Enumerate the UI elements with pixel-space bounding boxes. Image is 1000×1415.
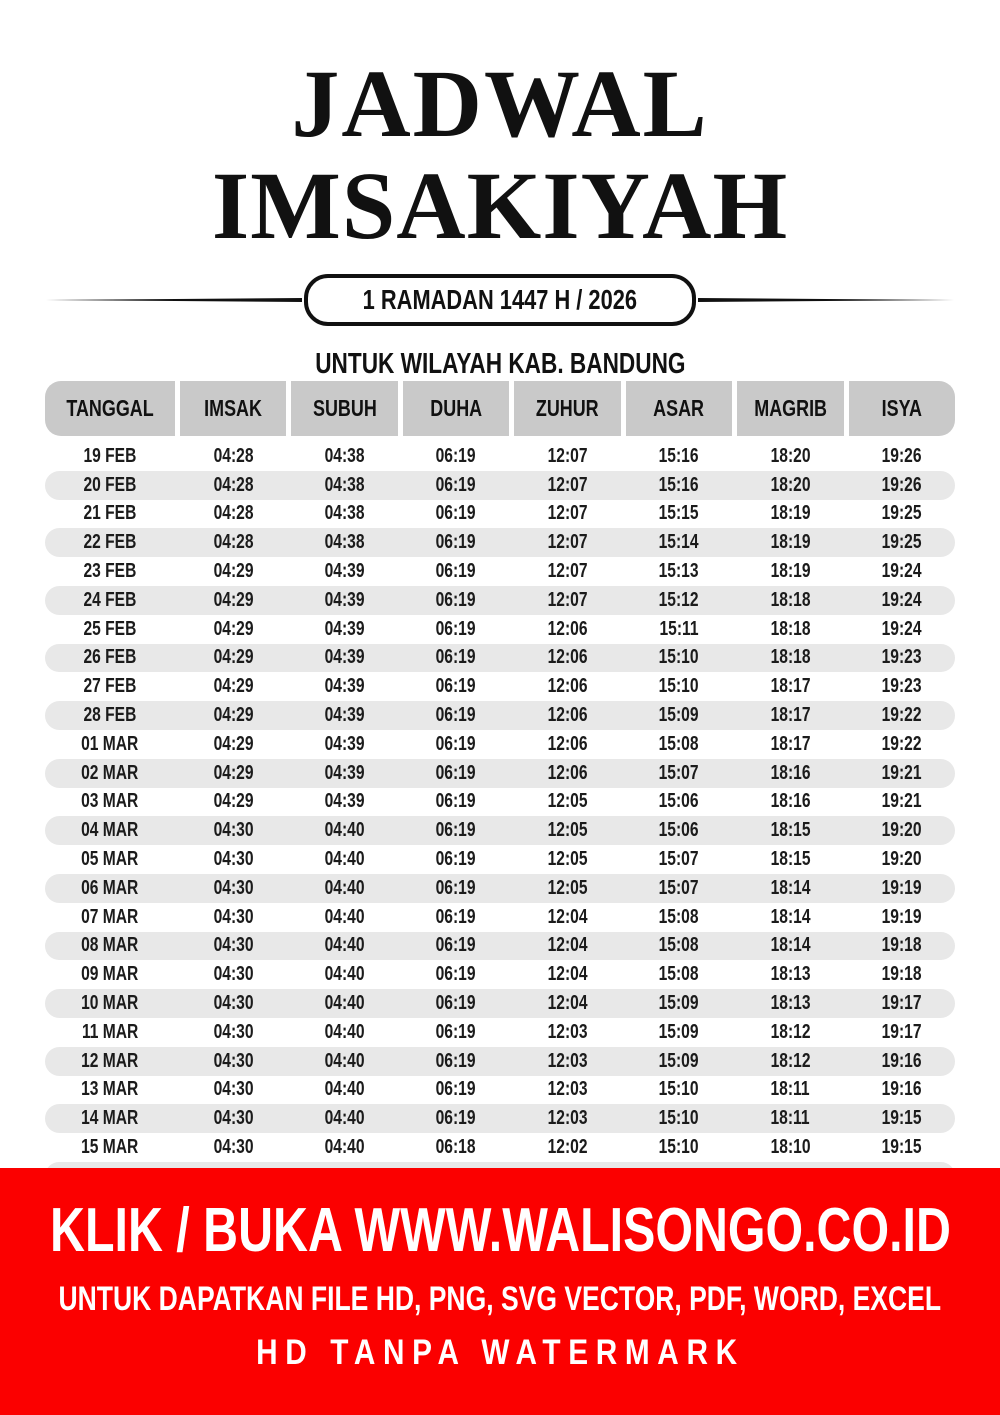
table-row [45,845,955,874]
time-cell: 04:39 [324,675,365,698]
time-cell: 06:19 [436,675,476,698]
time-cell: 04:30 [213,1136,254,1159]
right-divider-line [698,298,954,302]
table-row [45,932,955,961]
time-cell: 12:07 [547,531,588,554]
time-cell: 19:24 [881,560,922,583]
time-cell: 19:19 [881,905,922,928]
column-header: DUHA [403,381,509,436]
time-cell: 15:10 [658,675,699,698]
date-cell: 21 FEB [83,502,137,525]
time-cell: 04:30 [213,848,254,871]
date-cell: 05 MAR [81,848,139,871]
time-cell: 18:18 [770,646,811,669]
time-cell: 06:19 [436,473,476,496]
time-cell: 18:19 [770,502,811,525]
time-cell: 06:19 [436,905,476,928]
table-row [45,788,955,817]
date-cell: 20 FEB [83,473,137,496]
time-cell: 12:06 [547,675,588,698]
time-cell: 04:30 [213,876,254,899]
table-row [45,557,955,586]
time-cell: 19:22 [881,704,922,727]
table-row [45,759,955,788]
time-cell: 04:30 [213,963,254,986]
time-cell: 18:14 [770,934,811,957]
time-cell: 15:08 [658,732,699,755]
time-cell: 04:39 [324,732,365,755]
time-cell: 19:20 [881,819,922,842]
time-cell: 04:30 [213,934,254,957]
time-cell: 04:30 [213,819,254,842]
time-cell: 19:17 [881,992,922,1015]
time-cell: 18:17 [770,704,811,727]
date-cell: 14 MAR [81,1107,139,1130]
time-cell: 04:39 [324,704,365,727]
promo-banner [0,1168,1000,1415]
table-body [45,442,955,1223]
time-cell: 18:10 [770,1136,811,1159]
table-row [45,471,955,500]
time-cell: 12:04 [547,992,588,1015]
table-row [45,701,955,730]
time-cell: 06:19 [436,646,476,669]
column-header: SUBUH [291,381,397,436]
time-cell: 06:19 [436,876,476,899]
page-title-line2: IMSAKIYAH [211,152,789,259]
time-cell: 06:19 [436,732,476,755]
date-cell: 27 FEB [83,675,137,698]
time-cell: 04:40 [324,1049,365,1072]
table-row [45,903,955,932]
time-cell: 18:12 [770,1020,811,1043]
time-cell: 04:29 [213,588,254,611]
time-cell: 15:16 [658,473,699,496]
time-cell: 06:19 [436,1107,476,1130]
time-cell: 18:11 [770,1107,810,1130]
time-cell: 19:22 [881,732,922,755]
time-cell: 04:29 [213,675,254,698]
time-cell: 12:07 [547,473,588,496]
promo-description: UNTUK DAPATKAN FILE HD, PNG, SVG VECTOR, PDF, WORD, EXCEL [58,1280,942,1319]
time-cell: 18:19 [770,560,811,583]
time-cell: 04:40 [324,934,365,957]
time-cell: 04:28 [213,473,254,496]
time-cell: 04:30 [213,905,254,928]
time-cell: 19:16 [881,1049,922,1072]
time-cell: 04:40 [324,1136,365,1159]
time-cell: 04:38 [324,444,365,467]
date-cell: 04 MAR [81,819,139,842]
time-cell: 06:19 [436,934,476,957]
time-cell: 19:15 [881,1136,922,1159]
time-cell: 12:06 [547,646,588,669]
time-cell: 15:09 [658,1049,699,1072]
time-cell: 18:18 [770,617,811,640]
time-cell: 12:06 [547,761,588,784]
time-cell: 19:16 [881,1078,922,1101]
time-cell: 19:24 [881,617,922,640]
date-cell: 02 MAR [81,761,139,784]
time-cell: 18:20 [770,473,811,496]
time-cell: 04:39 [324,646,365,669]
column-header: IMSAK [180,381,286,436]
time-cell: 15:09 [658,1020,699,1043]
time-cell: 15:08 [658,963,699,986]
time-cell: 04:30 [213,992,254,1015]
table-row [45,989,955,1018]
time-cell: 12:05 [547,819,588,842]
time-cell: 18:17 [770,732,811,755]
column-header: TANGGAL [45,381,175,436]
time-cell: 19:23 [881,675,922,698]
time-cell: 04:40 [324,992,365,1015]
time-cell: 06:19 [436,819,476,842]
time-cell: 12:06 [547,704,588,727]
date-cell: 25 FEB [83,617,137,640]
time-cell: 04:40 [324,1107,365,1130]
date-cell: 01 MAR [81,732,139,755]
schedule-table [45,381,955,1223]
time-cell: 12:07 [547,588,588,611]
time-cell: 04:38 [324,502,365,525]
date-cell: 23 FEB [83,560,137,583]
promo-link[interactable]: KLIK / BUKA WWW.WALISONGO.CO.ID [49,1196,951,1265]
time-cell: 15:10 [658,1136,699,1159]
time-cell: 04:30 [213,1107,254,1130]
time-cell: 04:28 [213,531,254,554]
time-cell: 06:19 [436,1049,476,1072]
date-cell: 06 MAR [81,876,139,899]
date-cell: 03 MAR [81,790,139,813]
date-cell: 09 MAR [81,963,139,986]
time-cell: 19:20 [881,848,922,871]
time-cell: 06:19 [436,761,476,784]
date-cell: 11 MAR [81,1020,139,1043]
date-cell: 28 FEB [83,704,137,727]
time-cell: 06:19 [436,1020,476,1043]
time-cell: 04:30 [213,1078,254,1101]
time-cell: 19:24 [881,588,922,611]
date-cell: 22 FEB [83,531,137,554]
time-cell: 04:29 [213,617,254,640]
table-row [45,1076,955,1105]
time-cell: 04:38 [324,473,365,496]
time-cell: 18:16 [770,790,811,813]
time-cell: 04:39 [324,588,365,611]
time-cell: 18:16 [770,761,811,784]
time-cell: 19:19 [881,876,922,899]
table-row [45,1104,955,1133]
time-cell: 15:09 [658,992,699,1015]
masthead [0,0,1000,381]
date-cell: 24 FEB [83,588,137,611]
time-cell: 06:19 [436,963,476,986]
table-row [45,1133,955,1162]
date-cell: 19 FEB [83,444,137,467]
time-cell: 12:03 [547,1020,588,1043]
edition-badge [304,274,696,326]
time-cell: 04:38 [324,531,365,554]
time-cell: 12:03 [547,1107,588,1130]
time-cell: 19:18 [881,963,922,986]
table-row [45,586,955,615]
column-header: ZUHUR [514,381,620,436]
time-cell: 19:25 [881,531,922,554]
time-cell: 18:15 [770,848,811,871]
table-row [45,672,955,701]
column-header: ASAR [626,381,732,436]
date-cell: 15 MAR [81,1136,139,1159]
table-row [45,528,955,557]
date-cell: 12 MAR [81,1049,139,1072]
time-cell: 15:08 [658,905,699,928]
time-cell: 15:09 [658,704,699,727]
time-cell: 04:28 [213,502,254,525]
date-cell: 10 MAR [81,992,139,1015]
time-cell: 18:13 [770,963,811,986]
table-row [45,442,955,471]
page-title-line1: JADWAL [291,50,709,157]
time-cell: 06:19 [436,588,476,611]
time-cell: 15:10 [658,1078,699,1101]
date-cell: 13 MAR [81,1078,139,1101]
time-cell: 06:19 [436,502,476,525]
promo-tagline: HD TANPA WATERMARK [255,1333,745,1373]
time-cell: 15:12 [658,588,699,611]
table-row [45,615,955,644]
left-divider-line [46,298,302,302]
table-row [45,500,955,529]
time-cell: 19:15 [881,1107,922,1130]
time-cell: 04:40 [324,1078,365,1101]
time-cell: 04:39 [324,790,365,813]
date-cell: 26 FEB [83,646,137,669]
time-cell: 15:10 [658,646,699,669]
table-row [45,816,955,845]
edition-badge-label: 1 RAMADAN 1447 H / 2026 [362,284,638,315]
time-cell: 04:29 [213,560,254,583]
time-cell: 15:06 [658,819,699,842]
table-row [45,874,955,903]
time-cell: 18:18 [770,588,811,611]
time-cell: 12:06 [547,732,588,755]
time-cell: 04:39 [324,617,365,640]
time-cell: 04:40 [324,905,365,928]
time-cell: 15:15 [658,502,699,525]
time-cell: 12:06 [547,617,588,640]
time-cell: 04:29 [213,761,254,784]
time-cell: 15:16 [658,444,699,467]
time-cell: 04:40 [324,848,365,871]
time-cell: 18:14 [770,905,811,928]
time-cell: 04:28 [213,444,254,467]
time-cell: 19:18 [881,934,922,957]
time-cell: 06:19 [436,617,476,640]
time-cell: 12:05 [547,848,588,871]
time-cell: 18:11 [770,1078,810,1101]
time-cell: 04:29 [213,646,254,669]
time-cell: 06:19 [436,560,476,583]
time-cell: 19:26 [881,444,922,467]
time-cell: 15:07 [658,876,699,899]
time-cell: 18:12 [770,1049,811,1072]
table-row [45,960,955,989]
table-row [45,730,955,759]
column-header: ISYA [849,381,955,436]
time-cell: 12:04 [547,963,588,986]
time-cell: 18:13 [770,992,811,1015]
time-cell: 18:20 [770,444,811,467]
time-cell: 04:30 [213,1049,254,1072]
time-cell: 04:30 [213,1020,254,1043]
table-row [45,1018,955,1047]
table-header-row [45,381,955,436]
time-cell: 12:07 [547,502,588,525]
time-cell: 12:03 [547,1049,588,1072]
time-cell: 06:19 [436,992,476,1015]
time-cell: 19:17 [881,1020,922,1043]
time-cell: 19:25 [881,502,922,525]
time-cell: 12:07 [547,560,588,583]
time-cell: 19:26 [881,473,922,496]
edition-badge-row [0,274,1000,326]
time-cell: 04:40 [324,1020,365,1043]
time-cell: 04:39 [324,560,365,583]
time-cell: 06:19 [436,848,476,871]
time-cell: 04:40 [324,819,365,842]
time-cell: 15:08 [658,934,699,957]
time-cell: 12:02 [547,1136,588,1159]
region-subtitle: UNTUK WILAYAH KAB. BANDUNG [314,348,686,380]
time-cell: 15:11 [659,617,699,640]
time-cell: 15:07 [658,848,699,871]
time-cell: 06:18 [436,1136,476,1159]
time-cell: 04:39 [324,761,365,784]
time-cell: 12:05 [547,790,588,813]
time-cell: 04:29 [213,790,254,813]
date-cell: 08 MAR [81,934,139,957]
time-cell: 12:04 [547,905,588,928]
time-cell: 18:14 [770,876,811,899]
time-cell: 12:07 [547,444,588,467]
time-cell: 18:19 [770,531,811,554]
time-cell: 04:29 [213,732,254,755]
time-cell: 15:13 [658,560,699,583]
time-cell: 19:21 [881,761,922,784]
time-cell: 06:19 [436,1078,476,1101]
time-cell: 12:05 [547,876,588,899]
time-cell: 06:19 [436,531,476,554]
time-cell: 18:17 [770,675,811,698]
time-cell: 15:14 [658,531,699,554]
time-cell: 06:19 [436,790,476,813]
time-cell: 06:19 [436,444,476,467]
time-cell: 18:15 [770,819,811,842]
table-row [45,644,955,673]
time-cell: 15:06 [658,790,699,813]
time-cell: 06:19 [436,704,476,727]
time-cell: 12:04 [547,934,588,957]
table-row [45,1047,955,1076]
date-cell: 07 MAR [81,905,139,928]
time-cell: 12:03 [547,1078,588,1101]
time-cell: 04:40 [324,963,365,986]
time-cell: 15:10 [658,1107,699,1130]
column-header: MAGRIB [737,381,843,436]
time-cell: 04:29 [213,704,254,727]
time-cell: 04:40 [324,876,365,899]
time-cell: 19:21 [881,790,922,813]
time-cell: 15:07 [658,761,699,784]
time-cell: 19:23 [881,646,922,669]
